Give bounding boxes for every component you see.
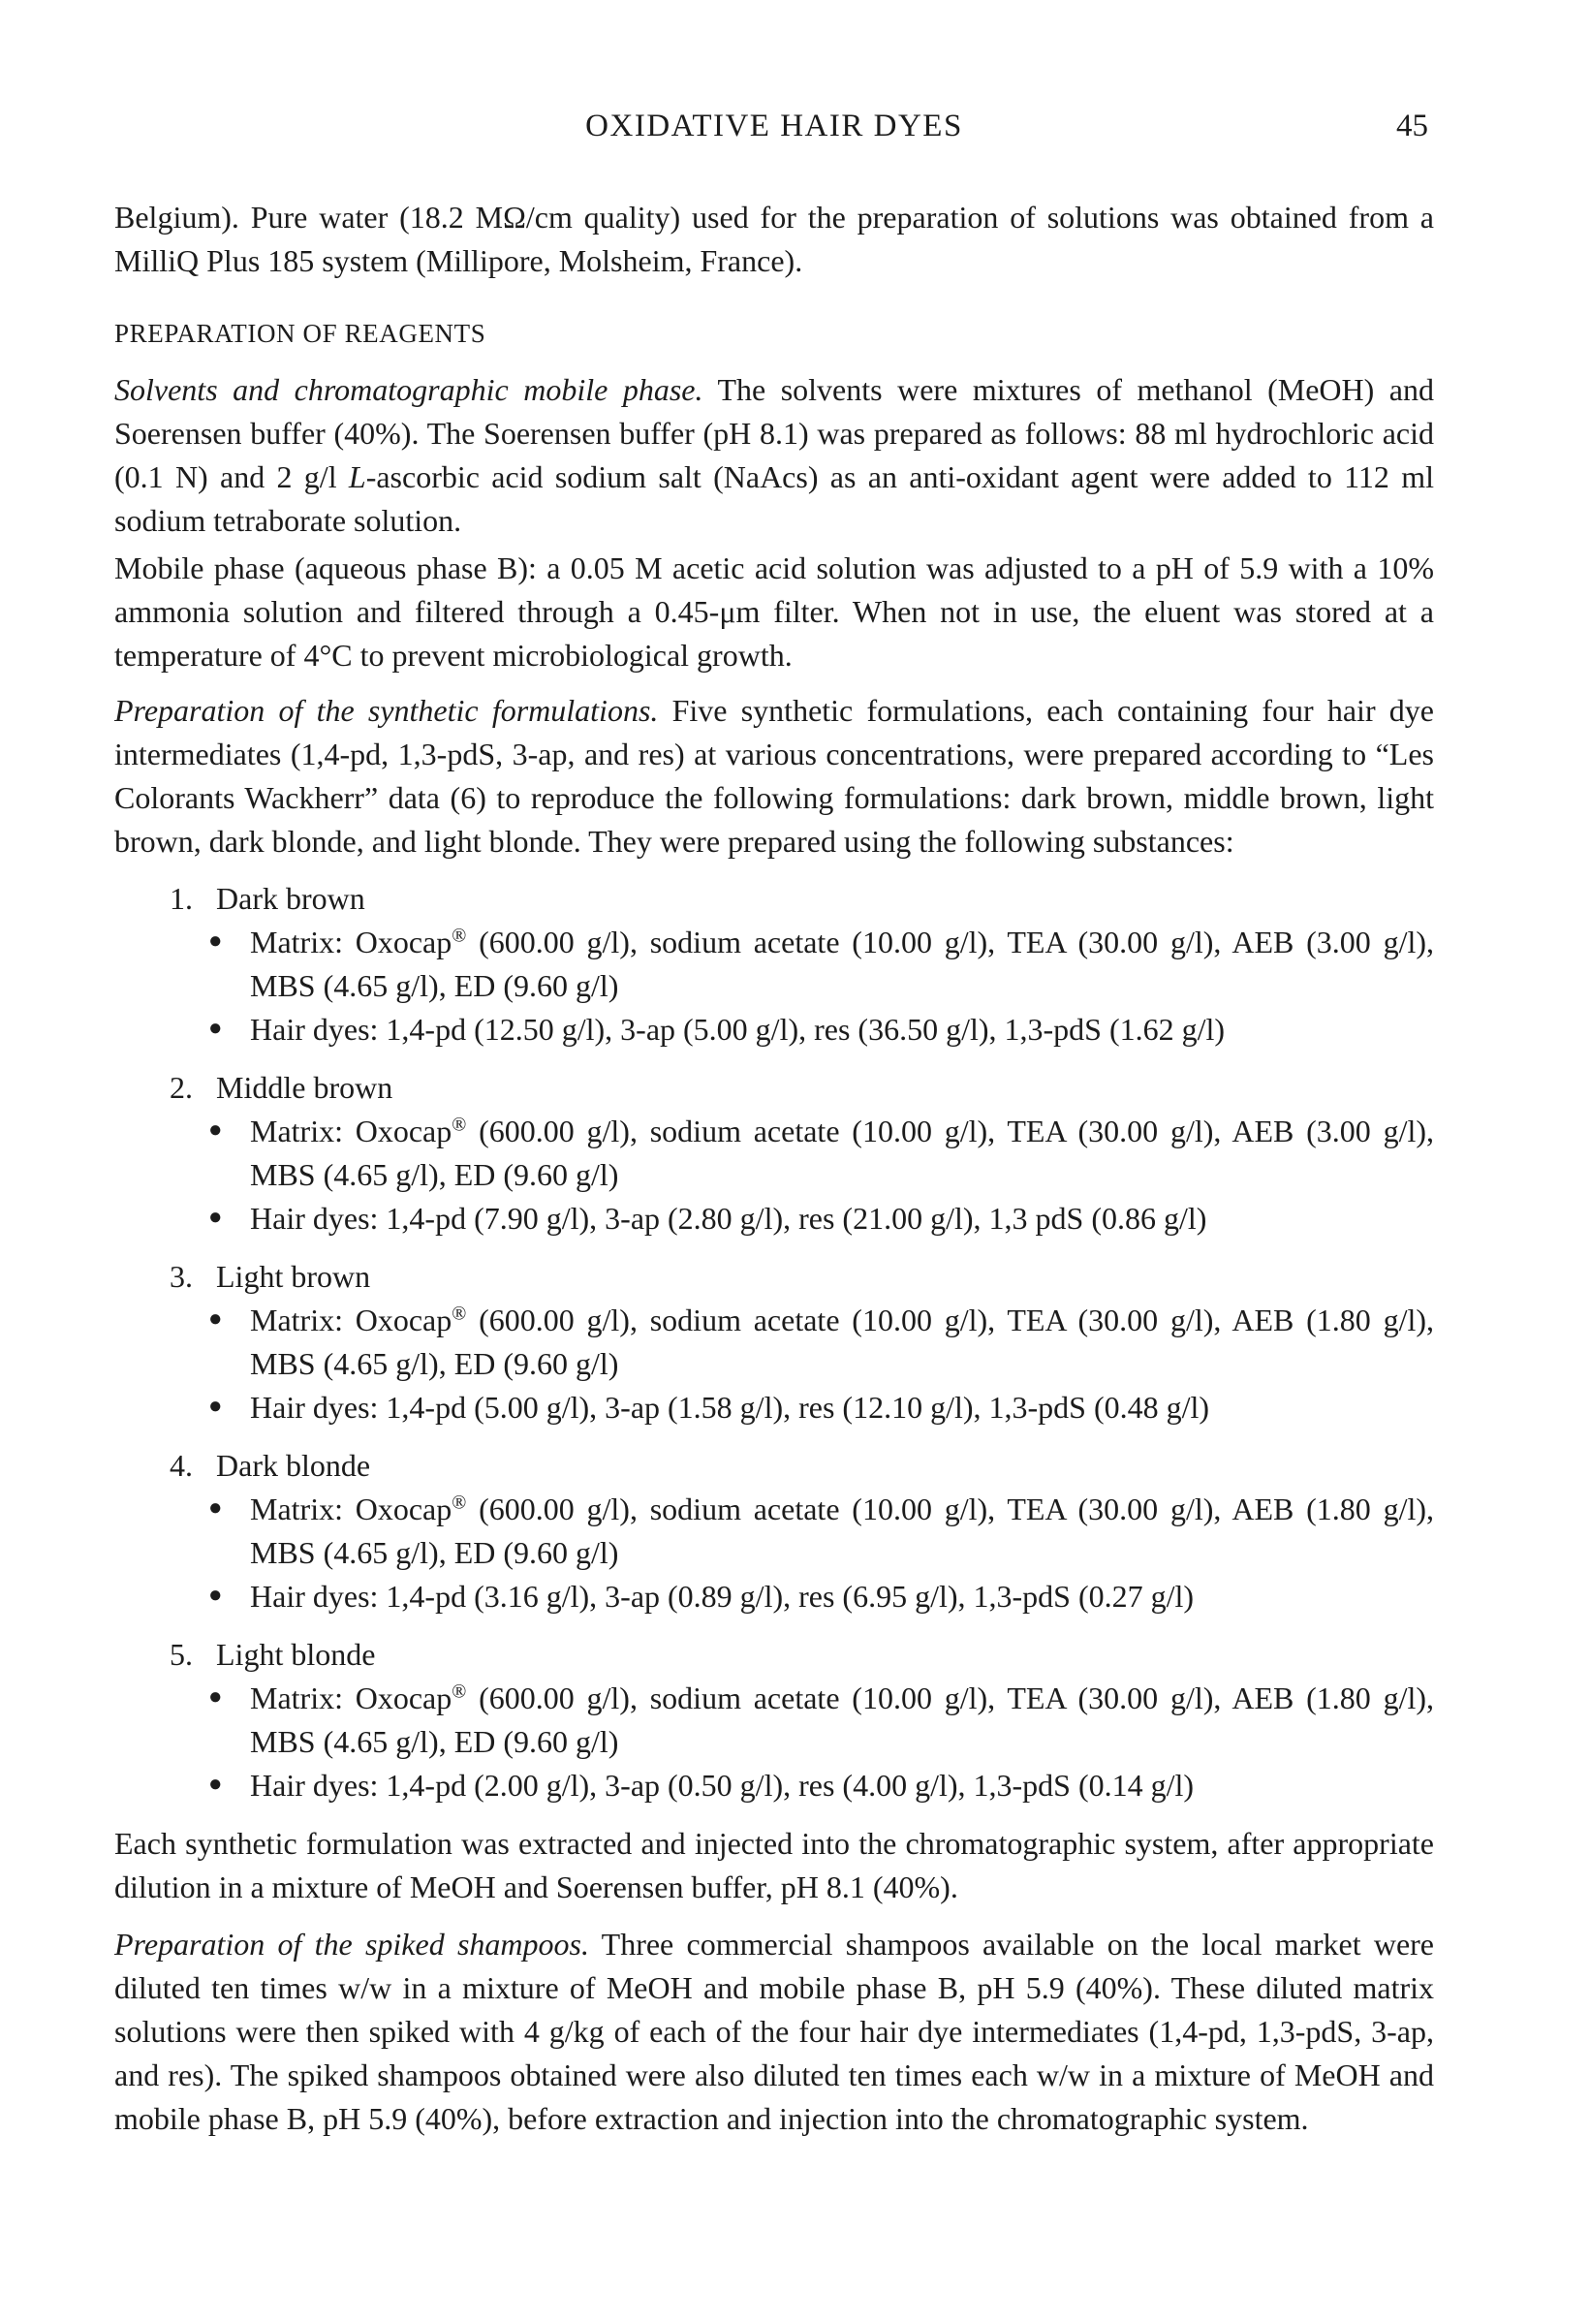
formulation-title xyxy=(114,1255,1434,1299)
bullet-text-hair-dyes: Hair dyes: 1,4-pd (7.90 g/l), 3-ap (2.80 g/l), res (21.00 g/l), 1,3 pdS (0.86 g/l) xyxy=(250,1201,1207,1236)
bullet-text-hair-dyes: Hair dyes: 1,4-pd (3.16 g/l), 3-ap (0.89 g/l), res (6.95 g/l), 1,3-pdS (0.27 g/l) xyxy=(250,1579,1195,1614)
formulation-number: 4. xyxy=(170,1448,193,1483)
bullet-icon: ● xyxy=(208,1772,223,1797)
formulation-number: 1. xyxy=(170,881,193,916)
bullet-item xyxy=(114,1299,1434,1386)
paragraph-intro: Belgium). Pure water (18.2 MΩ/cm quality) used for the preparation of solutions was obtained from a MilliQ Plus 185 system (Millipore, Molsheim, France). xyxy=(114,200,1434,278)
formulation-title xyxy=(114,1633,1434,1677)
formulation-item-dark-blonde xyxy=(114,1444,1434,1618)
formulation-number: 5. xyxy=(170,1637,193,1672)
formulation-item-light-brown xyxy=(114,1255,1434,1429)
page-title: OXIDATIVE HAIR DYES xyxy=(585,109,963,143)
bullet-icon: ● xyxy=(208,1117,223,1143)
formulation-title xyxy=(114,877,1434,921)
bullet-item xyxy=(114,1575,1434,1618)
bullet-text-matrix: Matrix: Oxocap® (600.00 g/l), sodium acetate (10.00 g/l), TEA (30.00 g/l), AEB (3.00 g/l), MBS (4.65 g/l), ED (9.60 g/l) xyxy=(250,925,1435,1003)
bullet-text-hair-dyes: Hair dyes: 1,4-pd (12.50 g/l), 3-ap (5.00 g/l), res (36.50 g/l), 1,3-pdS (1.62 g/l) xyxy=(250,1012,1226,1047)
bullet-text-hair-dyes: Hair dyes: 1,4-pd (5.00 g/l), 3-ap (1.58 g/l), res (12.10 g/l), 1,3-pdS (0.48 g/l) xyxy=(250,1390,1210,1425)
formulation-number: 3. xyxy=(170,1259,193,1294)
bullet-item xyxy=(114,921,1434,1008)
bullet-icon: ● xyxy=(208,1205,223,1230)
bullet-text-hair-dyes: Hair dyes: 1,4-pd (2.00 g/l), 3-ap (0.50 g/l), res (4.00 g/l), 1,3-pdS (0.14 g/l) xyxy=(250,1768,1195,1803)
formulation-item-light-blonde xyxy=(114,1633,1434,1807)
bullet-icon: ● xyxy=(208,928,223,954)
bullet-item xyxy=(114,1677,1434,1764)
formulation-item-middle-brown xyxy=(114,1066,1434,1241)
bullet-item xyxy=(114,1008,1434,1052)
bullet-item xyxy=(114,1386,1434,1429)
bullet-icon: ● xyxy=(208,1016,223,1041)
bullet-text-matrix: Matrix: Oxocap® (600.00 g/l), sodium acetate (10.00 g/l), TEA (30.00 g/l), AEB (1.80 g/l), MBS (4.65 g/l), ED (9.60 g/l) xyxy=(250,1680,1435,1759)
bullet-text-matrix: Matrix: Oxocap® (600.00 g/l), sodium acetate (10.00 g/l), TEA (30.00 g/l), AEB (3.00 g/l), MBS (4.65 g/l), ED (9.60 g/l) xyxy=(250,1114,1435,1192)
formulation-name: Middle brown xyxy=(216,1070,393,1105)
bullet-icon: ● xyxy=(208,1394,223,1419)
section-heading-preparation-of-reagents: PREPARATION OF REAGENTS xyxy=(114,319,486,348)
formulation-title xyxy=(114,1444,1434,1488)
bullet-text-matrix: Matrix: Oxocap® (600.00 g/l), sodium acetate (10.00 g/l), TEA (30.00 g/l), AEB (1.80 g/l), MBS (4.65 g/l), ED (9.60 g/l) xyxy=(250,1492,1435,1570)
bullet-icon: ● xyxy=(208,1495,223,1521)
bullet-icon: ● xyxy=(208,1684,223,1710)
bullet-item xyxy=(114,1488,1434,1575)
paragraph-mobile-phase-b: Mobile phase (aqueous phase B): a 0.05 M acetic acid solution was adjusted to a pH of 5.9 with a 10% ammonia solution and filtered through a 0.45-μm filter. When not in use, the eluent was stored at a temperature of 4°C to prevent microbiological growth. xyxy=(114,550,1434,673)
bullet-icon: ● xyxy=(208,1583,223,1608)
paragraph-spiked-shampoos: Preparation of the spiked shampoos. Three commercial shampoos available on the local market were diluted ten times w/w in a mixture of MeOH and mobile phase B, pH 5.9 (40%). These diluted matrix solutions were then spiked with 4 g/kg of each of the four hair dye intermediates (1,4-pd, 1,3-pdS, 3-ap, and res). The spiked shampoos obtained were also diluted ten times each w/w in a mixture of MeOH and mobile phase B, pH 5.9 (40%), before extraction and injection into the chromatographic system. xyxy=(114,1927,1435,2136)
paragraph-each-formulation: Each synthetic formulation was extracted and injected into the chromatographic system, after appropriate dilution in a mixture of MeOH and Soerensen buffer, pH 8.1 (40%). xyxy=(114,1826,1434,1904)
running-header xyxy=(114,107,1434,145)
paragraph-solvents-mobile-phase: Solvents and chromatographic mobile phase. The solvents were mixtures of methanol (MeOH) and Soerensen buffer (40%). The Soerensen buffer (pH 8.1) was prepared as follows: 88 ml hydrochloric acid (0.1 N) and 2 g/l L-ascorbic acid sodium salt (NaAcs) as an anti-oxidant agent were added to 112 ml sodium tetraborate solution. xyxy=(114,372,1435,538)
bullet-text-matrix: Matrix: Oxocap® (600.00 g/l), sodium acetate (10.00 g/l), TEA (30.00 g/l), AEB (1.80 g/l), MBS (4.65 g/l), ED (9.60 g/l) xyxy=(250,1303,1435,1381)
formulation-name: Light brown xyxy=(216,1259,371,1294)
bullet-item xyxy=(114,1197,1434,1241)
paragraph-synthetic-formulations: Preparation of the synthetic formulations. Five synthetic formulations, each containing four hair dye intermediates (1,4-pd, 1,3-pdS, 3-ap, and res) at various concentrations, were prepared according to “Les Colorants Wackherr” data (6) to reproduce the following formulations: dark brown, middle brown, light brown, dark blonde, and light blonde. They were prepared using the following substances: xyxy=(114,693,1435,859)
bullet-item xyxy=(114,1110,1434,1197)
formulation-list xyxy=(114,877,1434,1807)
formulation-title xyxy=(114,1066,1434,1110)
bullet-icon: ● xyxy=(208,1306,223,1332)
formulation-number: 2. xyxy=(170,1070,193,1105)
bullet-item xyxy=(114,1764,1434,1807)
formulation-name: Dark blonde xyxy=(216,1448,371,1483)
formulation-name: Dark brown xyxy=(216,881,365,916)
page-number: 45 xyxy=(1396,109,1428,143)
formulation-item-dark-brown xyxy=(114,877,1434,1052)
formulation-name: Light blonde xyxy=(216,1637,376,1672)
